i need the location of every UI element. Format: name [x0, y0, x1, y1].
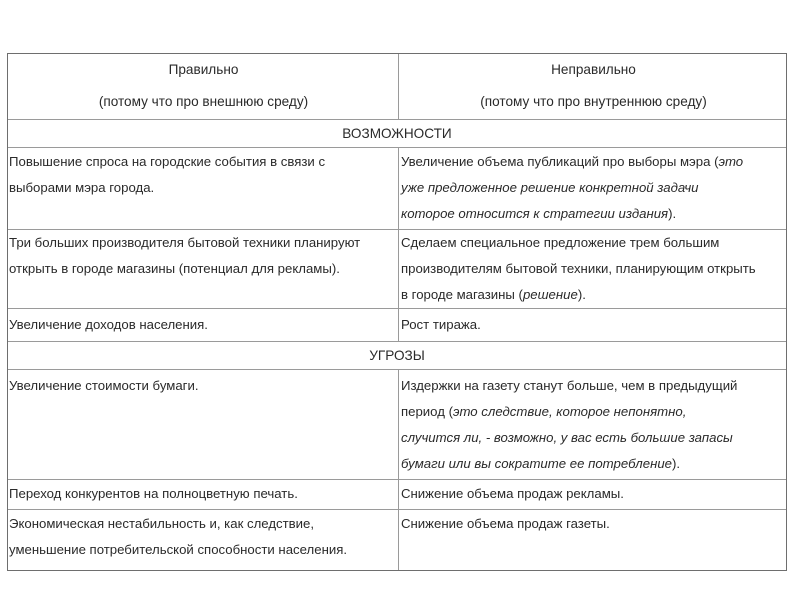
- row1-incorrect-text: Увеличение объема публикаций про выборы мэра (: [401, 154, 719, 169]
- row1-incorrect-note-line2: уже предложенное решение конкретной задачи: [401, 180, 699, 195]
- row2-incorrect-line3: в городе магазины (: [401, 287, 523, 302]
- row4-incorrect-note-line4: бумаги или вы сократите ее потребление: [401, 456, 672, 471]
- section-opportunities-row: [8, 119, 786, 147]
- row2-correct: [8, 230, 399, 308]
- table-row: [8, 369, 786, 479]
- row2-incorrect-close: ).: [577, 287, 586, 302]
- row2-incorrect: [399, 230, 786, 308]
- row6-correct: [8, 510, 399, 570]
- row5-correct: Переход конкурентов на полноцветную печать.: [8, 480, 399, 509]
- row4-incorrect-note: это следствие, которое непонятно,: [452, 404, 687, 419]
- row1-incorrect-line1: [401, 149, 786, 175]
- row3-correct: Увеличение доходов населения.: [8, 309, 399, 341]
- section-opportunities: ВОЗМОЖНОСТИ: [342, 126, 452, 141]
- row6-incorrect: Снижение объема продаж газеты.: [401, 516, 610, 531]
- swot-table: [7, 53, 787, 571]
- row4-incorrect-close: ).: [672, 456, 681, 471]
- row6-correct-line2: уменьшение потребительской способности населения.: [9, 542, 348, 557]
- row2-correct-line2: открыть в городе магазины (потенциал для рекламы).: [9, 261, 340, 276]
- table-row: [8, 509, 786, 570]
- row3-incorrect: Рост тиража.: [401, 317, 481, 332]
- row2-incorrect-line2: производителям бытовой техники, планирующим открыть: [401, 261, 756, 276]
- table-row: [8, 308, 786, 341]
- row1-correct: [8, 148, 399, 229]
- row4-incorrect-line2: период (: [401, 404, 453, 419]
- header-correct: [8, 54, 399, 119]
- row4-incorrect-note-line3: случится ли, - возможно, у вас есть большие запасы: [401, 430, 733, 445]
- row2-incorrect-note: решение: [522, 287, 578, 302]
- row1-incorrect: [399, 148, 786, 229]
- section-threats-row: [8, 341, 786, 369]
- table-header-row: [8, 54, 786, 119]
- row1-incorrect-close: ).: [668, 206, 677, 221]
- row2-incorrect-line1: Сделаем специальное предложение трем большим: [401, 235, 720, 250]
- header-correct-subtitle: (потому что про внешнюю среду): [98, 94, 309, 109]
- header-incorrect-subtitle: (потому что про внутреннюю среду): [480, 94, 707, 109]
- row1-incorrect-note: это: [718, 154, 744, 169]
- header-incorrect-title: Неправильно: [551, 62, 636, 77]
- section-threats: УГРОЗЫ: [369, 348, 425, 363]
- row4-incorrect: [399, 370, 786, 479]
- row4-correct: Увеличение стоимости бумаги.: [8, 370, 399, 479]
- row4-incorrect-line1: Издержки на газету станут больше, чем в предыдущий: [401, 378, 738, 393]
- row6-correct-line1: Экономическая нестабильность и, как следствие,: [9, 516, 315, 531]
- table-row: [8, 147, 786, 229]
- header-correct-title: Правильно: [168, 62, 239, 77]
- row1-correct-line1: Повышение спроса на городские события в связи с: [9, 154, 326, 169]
- row5-incorrect: Снижение объема продаж рекламы.: [401, 486, 624, 501]
- header-incorrect: [399, 54, 786, 119]
- table-row: [8, 229, 786, 308]
- table-row: [8, 479, 786, 509]
- row1-correct-line2: выборами мэра города.: [9, 180, 155, 195]
- row1-incorrect-note-line3: которое относится к стратегии издания: [401, 206, 669, 221]
- row2-correct-line1: Три больших производителя бытовой техники планируют: [9, 235, 361, 250]
